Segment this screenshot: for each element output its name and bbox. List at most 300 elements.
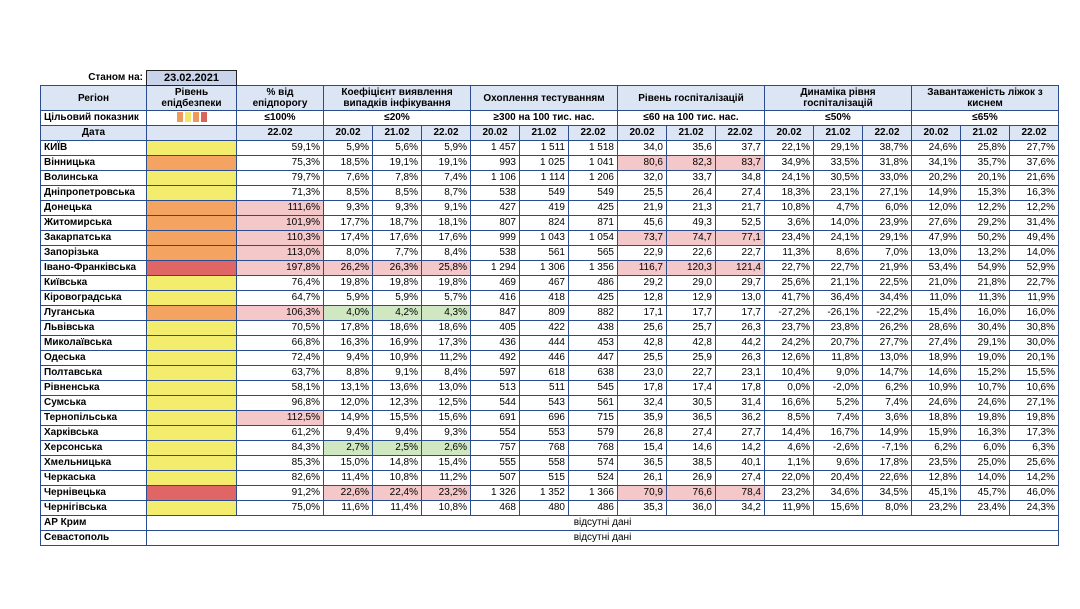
table-cell: 10,8% [422, 501, 471, 516]
table-cell: 5,9% [422, 141, 471, 156]
table-cell: 22,7% [1010, 276, 1059, 291]
table-cell: 5,9% [324, 291, 373, 306]
table-cell: 34,4% [863, 291, 912, 306]
region-name: КИЇВ [41, 141, 147, 156]
table-cell: 36,5 [667, 411, 716, 426]
table-cell: 715 [569, 411, 618, 426]
table-cell: 9,1% [373, 366, 422, 381]
as-of-date: 23.02.2021 [147, 71, 237, 86]
table-cell: 27,7% [1010, 141, 1059, 156]
target-oxygen: ≤65% [912, 111, 1059, 126]
level-indicator [147, 471, 237, 486]
table-row [41, 231, 1059, 246]
table-cell: 7,7% [373, 246, 422, 261]
table-cell: 71,3% [237, 186, 324, 201]
legend-swatch [201, 112, 207, 122]
table-cell: 18,3% [765, 186, 814, 201]
table-cell: 9,3% [324, 201, 373, 216]
date-row [41, 126, 1059, 141]
date-cell: 21.02 [373, 126, 422, 141]
table-cell: 4,3% [422, 306, 471, 321]
table-row [41, 336, 1059, 351]
table-cell: 66,8% [237, 336, 324, 351]
date-cell: 21.02 [667, 126, 716, 141]
table-cell: 7,4% [422, 171, 471, 186]
table-cell: 54,9% [961, 261, 1010, 276]
table-cell: -22,2% [863, 306, 912, 321]
as-of-row [41, 71, 1059, 86]
level-indicator [147, 321, 237, 336]
table-cell: 82,6% [237, 471, 324, 486]
table-cell: 14,2 [716, 441, 765, 456]
table-cell: 16,0% [1010, 306, 1059, 321]
table-cell: 24,6% [912, 141, 961, 156]
region-name: Одеська [41, 351, 147, 366]
table-cell: 1 294 [471, 261, 520, 276]
table-cell: 11,3% [961, 291, 1010, 306]
table-cell: 13,0 [716, 291, 765, 306]
table-cell: 9,1% [422, 201, 471, 216]
table-cell: 77,1 [716, 231, 765, 246]
header-pct-threshold: % від епідпорогу [237, 86, 324, 111]
as-of-label: Станом на: [88, 71, 143, 83]
table-cell: 27,4 [716, 186, 765, 201]
table-cell: 23,8% [814, 321, 863, 336]
table-cell: 14,6 [667, 441, 716, 456]
table-cell: 14,9% [863, 426, 912, 441]
table-cell: 13,0% [422, 381, 471, 396]
table-cell: 7,4% [814, 411, 863, 426]
table-cell: 8,5% [765, 411, 814, 426]
table-cell: 6,3% [1010, 441, 1059, 456]
table-cell: 36,5 [618, 456, 667, 471]
table-cell: 17,7 [716, 306, 765, 321]
table-cell: 23,4% [765, 231, 814, 246]
table-cell: 26,8 [618, 426, 667, 441]
table-cell: 15,2% [961, 366, 1010, 381]
table-cell: 6,0% [863, 201, 912, 216]
table-cell: 11,8% [814, 351, 863, 366]
table-cell: 18,6% [373, 321, 422, 336]
date-cell: 22.02 [716, 126, 765, 141]
table-cell: 561 [569, 396, 618, 411]
region-name: Запорізька [41, 246, 147, 261]
level-indicator [147, 216, 237, 231]
table-cell: 35,3 [618, 501, 667, 516]
region-name: Закарпатська [41, 231, 147, 246]
table-cell: 597 [471, 366, 520, 381]
region-name: Івано-Франківська [41, 261, 147, 276]
header-dynamics: Динаміка рівня госпіталізацій [765, 86, 912, 111]
table-cell: 121,4 [716, 261, 765, 276]
table-cell: 45,7% [961, 486, 1010, 501]
date-cell: 20.02 [912, 126, 961, 141]
header-hospitalization: Рівень госпіталізацій [618, 86, 765, 111]
table-cell: 17,4% [324, 231, 373, 246]
level-indicator [147, 441, 237, 456]
table-cell: 438 [569, 321, 618, 336]
region-name: Чернігівська [41, 501, 147, 516]
table-cell: 5,2% [814, 396, 863, 411]
table-cell: 999 [471, 231, 520, 246]
table-cell: 4,6% [765, 441, 814, 456]
table-cell: 15,6% [814, 501, 863, 516]
table-row [41, 486, 1059, 501]
table-cell: 23,5% [912, 456, 961, 471]
table-cell: 74,7 [667, 231, 716, 246]
level-indicator [147, 336, 237, 351]
table-row [41, 366, 1059, 381]
table-cell: 12,2% [961, 201, 1010, 216]
date-cell: 21.02 [520, 126, 569, 141]
table-cell: 696 [520, 411, 569, 426]
table-cell: 11,2% [422, 351, 471, 366]
table-cell: 29,0 [667, 276, 716, 291]
table-cell: 882 [569, 306, 618, 321]
table-cell: 824 [520, 216, 569, 231]
table-row [41, 321, 1059, 336]
table-cell: 22,5% [863, 276, 912, 291]
table-row [41, 351, 1059, 366]
date-cell: 22.02 [863, 126, 912, 141]
table-cell: 21,9% [863, 261, 912, 276]
level-indicator [147, 411, 237, 426]
region-name: Чернівецька [41, 486, 147, 501]
table-cell: 14,0% [814, 216, 863, 231]
table-cell: 85,3% [237, 456, 324, 471]
table-cell: 27,4% [912, 336, 961, 351]
table-cell: 17,4 [667, 381, 716, 396]
table-cell: 549 [569, 186, 618, 201]
table-cell: 5,9% [373, 291, 422, 306]
table-cell: 574 [569, 456, 618, 471]
table-cell: 807 [471, 216, 520, 231]
table-cell: 15,0% [324, 456, 373, 471]
region-name: Житомирська [41, 216, 147, 231]
table-cell: 5,6% [373, 141, 422, 156]
table-cell: 8,7% [422, 186, 471, 201]
table-cell: 11,9% [1010, 291, 1059, 306]
table-cell: 5,7% [422, 291, 471, 306]
level-indicator [147, 396, 237, 411]
table-cell: 11,0% [912, 291, 961, 306]
table-cell: 993 [471, 156, 520, 171]
table-cell: 26,3 [716, 321, 765, 336]
table-cell: 2,5% [373, 441, 422, 456]
table-cell: 11,4% [373, 501, 422, 516]
table-cell: 3,6% [765, 216, 814, 231]
table-cell: 15,4% [912, 306, 961, 321]
table-cell: 6,0% [961, 441, 1010, 456]
table-cell: 73,7 [618, 231, 667, 246]
table-cell: 8,8% [324, 366, 373, 381]
level-indicator [147, 141, 237, 156]
table-cell: 24,6% [912, 396, 961, 411]
table-cell: 25,6% [1010, 456, 1059, 471]
table-cell: 41,7% [765, 291, 814, 306]
table-cell: 10,9% [912, 381, 961, 396]
table-cell: 42,8 [618, 336, 667, 351]
table-cell: 22,6% [863, 471, 912, 486]
table-cell: 19,8% [324, 276, 373, 291]
table-cell: 64,7% [237, 291, 324, 306]
legend-swatch [177, 112, 183, 122]
table-cell: 425 [569, 201, 618, 216]
table-cell: 80,6 [618, 156, 667, 171]
table-row [41, 441, 1059, 456]
target-testing: ≥300 на 100 тис. нас. [471, 111, 618, 126]
table-cell: 33,0% [863, 171, 912, 186]
table-cell: 15,4% [422, 456, 471, 471]
table-cell: 23,9% [863, 216, 912, 231]
level-indicator [147, 486, 237, 501]
table-cell: 436 [471, 336, 520, 351]
table-cell: 5,9% [324, 141, 373, 156]
table-cell: 12,9 [667, 291, 716, 306]
table-cell: 24,1% [814, 231, 863, 246]
table-cell: 24,2% [765, 336, 814, 351]
table-cell: 37,6% [1010, 156, 1059, 171]
table-cell: 40,1 [716, 456, 765, 471]
table-cell: 18,8% [912, 411, 961, 426]
table-row [41, 381, 1059, 396]
table-cell: 419 [520, 201, 569, 216]
table-cell: 22,1% [765, 141, 814, 156]
table-cell: 468 [471, 501, 520, 516]
table-cell: 14,6% [912, 366, 961, 381]
table-row [41, 471, 1059, 486]
table-cell: 21,3 [667, 201, 716, 216]
table-cell: 17,1 [618, 306, 667, 321]
table-cell: 35,6 [667, 141, 716, 156]
date-label: Дата [41, 126, 147, 141]
table-cell: 1 518 [569, 141, 618, 156]
table-cell: 444 [520, 336, 569, 351]
table-cell: 12,8% [912, 471, 961, 486]
table-row [41, 141, 1059, 156]
level-indicator [147, 456, 237, 471]
table-row [41, 216, 1059, 231]
table-cell: 29,7 [716, 276, 765, 291]
table-cell: 418 [520, 291, 569, 306]
table-cell: 44,2 [716, 336, 765, 351]
table-cell: 14,0% [961, 471, 1010, 486]
table-cell: 12,6% [765, 351, 814, 366]
table-cell: 1 306 [520, 261, 569, 276]
table-cell: 405 [471, 321, 520, 336]
table-cell: 25,8% [422, 261, 471, 276]
target-pct: ≤100% [237, 111, 324, 126]
table-cell: 76,6 [667, 486, 716, 501]
table-cell: 45,6 [618, 216, 667, 231]
table-cell: 18,7% [373, 216, 422, 231]
header-region: Регіон [41, 86, 147, 111]
table-cell: 30,8% [1010, 321, 1059, 336]
level-indicator [147, 156, 237, 171]
table-cell: 25,5 [618, 186, 667, 201]
table-cell: 847 [471, 306, 520, 321]
table-cell: -27,2% [765, 306, 814, 321]
table-cell: 4,2% [373, 306, 422, 321]
table-cell: 17,3% [422, 336, 471, 351]
date-pct: 22.02 [237, 126, 324, 141]
table-cell: 9,3% [373, 201, 422, 216]
table-cell: 14,8% [373, 456, 422, 471]
region-name: АР Крим [41, 516, 147, 531]
target-detection: ≤20% [324, 111, 471, 126]
table-cell: 871 [569, 216, 618, 231]
table-cell: 480 [520, 501, 569, 516]
table-cell: 15,5% [1010, 366, 1059, 381]
table-cell: 2,6% [422, 441, 471, 456]
region-name: Полтавська [41, 366, 147, 381]
table-cell: 11,9% [765, 501, 814, 516]
table-cell: 524 [569, 471, 618, 486]
table-cell: 19,8% [373, 276, 422, 291]
table-cell: 618 [520, 366, 569, 381]
table-cell: 10,8% [765, 201, 814, 216]
table-cell: 47,9% [912, 231, 961, 246]
table-cell: 70,5% [237, 321, 324, 336]
table-cell: 111,6% [237, 201, 324, 216]
table-cell: 9,6% [814, 456, 863, 471]
table-cell: 30,4% [961, 321, 1010, 336]
table-cell: 34,8 [716, 171, 765, 186]
table-cell: 61,2% [237, 426, 324, 441]
table-cell: 4,0% [324, 306, 373, 321]
table-cell: 19,8% [422, 276, 471, 291]
table-cell: 20,4% [814, 471, 863, 486]
table-cell: 768 [569, 441, 618, 456]
header-level: Рівень епідбезпеки [147, 86, 237, 111]
table-cell: 26,1 [618, 471, 667, 486]
table-cell: 12,0% [912, 201, 961, 216]
table-cell: 21,8% [961, 276, 1010, 291]
table-cell: 22,7% [765, 261, 814, 276]
region-name: Рівненська [41, 381, 147, 396]
table-cell: 558 [520, 456, 569, 471]
table-cell: 29,2 [618, 276, 667, 291]
table-cell: 25,5 [618, 351, 667, 366]
table-cell: 22,7 [716, 246, 765, 261]
level-indicator [147, 426, 237, 441]
table-cell: 36,4% [814, 291, 863, 306]
no-data-cell: відсутні дані [147, 516, 1059, 531]
table-cell: 96,8% [237, 396, 324, 411]
table-cell: 16,0% [961, 306, 1010, 321]
level-indicator [147, 291, 237, 306]
table-cell: 23,7% [765, 321, 814, 336]
table-cell: 29,1% [961, 336, 1010, 351]
table-cell: 25,6 [618, 321, 667, 336]
table-cell: 427 [471, 201, 520, 216]
table-cell: 27,4 [667, 426, 716, 441]
table-cell: 757 [471, 441, 520, 456]
table-row [41, 201, 1059, 216]
table-cell: 7,4% [863, 396, 912, 411]
date-cell: 22.02 [1010, 126, 1059, 141]
table-cell: 72,4% [237, 351, 324, 366]
table-cell: 91,2% [237, 486, 324, 501]
table-cell: 8,4% [422, 246, 471, 261]
target-label: Цільовий показник [41, 111, 147, 126]
table-cell: 16,7% [814, 426, 863, 441]
table-row [41, 156, 1059, 171]
table-cell: 26,4 [667, 186, 716, 201]
table-cell: 17,8 [618, 381, 667, 396]
table-cell: 25,0% [961, 456, 1010, 471]
table-cell: 36,0 [667, 501, 716, 516]
table-cell: 17,6% [422, 231, 471, 246]
table-cell: 75,3% [237, 156, 324, 171]
table-cell: 538 [471, 246, 520, 261]
table-cell: 36,2 [716, 411, 765, 426]
table-cell: 30,0% [1010, 336, 1059, 351]
table-row [41, 396, 1059, 411]
table-cell: 30,5% [814, 171, 863, 186]
table-cell: 1 457 [471, 141, 520, 156]
table-cell: 19,1% [373, 156, 422, 171]
table-cell: 22,9 [618, 246, 667, 261]
table-cell: 9,4% [373, 426, 422, 441]
table-cell: 6,2% [912, 441, 961, 456]
table-row [41, 276, 1059, 291]
header-detection: Коефіцієнт виявлення випадків інфікування [324, 86, 471, 111]
table-cell: 76,4% [237, 276, 324, 291]
table-cell: 486 [569, 276, 618, 291]
table-cell: 16,3% [1010, 186, 1059, 201]
table-cell: 16,9% [373, 336, 422, 351]
table-cell: 21,0% [912, 276, 961, 291]
table-row [41, 426, 1059, 441]
table-cell: 16,3% [961, 426, 1010, 441]
region-name: Тернопільська [41, 411, 147, 426]
table-cell: 116,7 [618, 261, 667, 276]
region-name: Севастополь [41, 531, 147, 546]
table-cell: 16,6% [765, 396, 814, 411]
table-cell: 15,5% [373, 411, 422, 426]
table-cell: 4,7% [814, 201, 863, 216]
table-cell: 10,9% [373, 351, 422, 366]
table-cell: 8,0% [863, 501, 912, 516]
table-cell: 18,6% [422, 321, 471, 336]
table-cell: 23,0 [618, 366, 667, 381]
table-cell: 34,6% [814, 486, 863, 501]
table-cell: 17,7 [667, 306, 716, 321]
table-cell: 26,3% [373, 261, 422, 276]
table-cell: 50,2% [961, 231, 1010, 246]
table-cell: 27,7 [716, 426, 765, 441]
table-row [41, 501, 1059, 516]
table-cell: 515 [520, 471, 569, 486]
table-cell: 34,2 [716, 501, 765, 516]
table-cell: 14,2% [1010, 471, 1059, 486]
table-cell: 15,3% [961, 186, 1010, 201]
table-cell: 492 [471, 351, 520, 366]
table-cell: 8,4% [422, 366, 471, 381]
table-cell: 25,8% [961, 141, 1010, 156]
table-cell: 23,1% [814, 186, 863, 201]
date-cell: 20.02 [765, 126, 814, 141]
table-cell: 33,7 [667, 171, 716, 186]
table-cell: 84,3% [237, 441, 324, 456]
table-cell: 30,5 [667, 396, 716, 411]
table-cell: 425 [569, 291, 618, 306]
table-cell: 9,3% [422, 426, 471, 441]
table-cell: 1 041 [569, 156, 618, 171]
table-cell: 18,1% [422, 216, 471, 231]
level-indicator [147, 261, 237, 276]
